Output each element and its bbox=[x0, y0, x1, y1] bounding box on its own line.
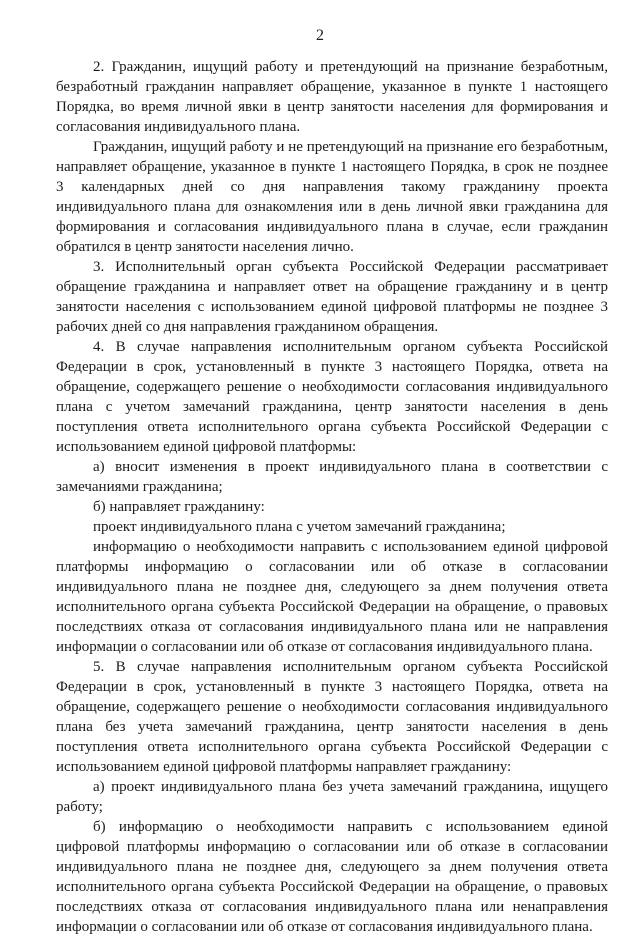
paragraph-4-item-b-info: информацию о необходимости направить с использованием единой цифровой платформы информацию о согласовании или об отказе в согласовании индивидуального плана не позднее дня, следующего за днем получения ответа исполнительного органа субъекта Российской Федерации на обращение, о правовых последствиях отказа от согласования индивидуального плана или не направления информации о согласовании или об отказе от согласования индивидуального плана. bbox=[56, 539, 608, 655]
paragraph-4-item-b: б) направляет гражданину: bbox=[93, 499, 265, 515]
paragraph-4: 4. В случае направления исполнительным органом субъекта Российской Федерации в срок, установленный в пункте 3 настоящего Порядка, ответа на обращение, содержащего решение о необходимости согласования индивидуального плана с учетом замечаний гражданина, центр занятости населения в день поступления ответа исполнительного органа субъекта Российской Федерации с использованием единой цифровой платформы: bbox=[56, 339, 608, 455]
paragraph-5-item-a: а) проект индивидуального плана без учета замечаний гражданина, ищущего работу; bbox=[56, 779, 608, 815]
page-number: 2 bbox=[316, 27, 324, 44]
paragraph-4-item-b-draft: проект индивидуального плана с учетом замечаний гражданина; bbox=[93, 519, 506, 535]
paragraph-2: 2. Гражданин, ищущий работу и претендующий на признание безработным, безработный гражданин направляет обращение, указанное в пункте 1 настоящего Порядка, во время личной явки в центр занятости населения для формирования и согласования индивидуального плана. bbox=[56, 59, 608, 135]
paragraph-3: 3. Исполнительный орган субъекта Российской Федерации рассматривает обращение гражданина и направляет ответ на обращение гражданину и в центр занятости населения с использованием единой цифровой платформы не позднее 3 рабочих дней со дня направления гражданином обращения. bbox=[56, 259, 608, 335]
paragraph-5: 5. В случае направления исполнительным органом субъекта Российской Федерации в срок, установленный в пункте 3 настоящего Порядка, ответа на обращение, содержащего решение о необходимости согласования индивидуального плана без учета замечаний гражданина, центр занятости населения в день поступления ответа исполнительного органа субъекта Российской Федерации с использованием единой цифровой платформы направляет гражданину: bbox=[56, 659, 608, 775]
document-body bbox=[56, 57, 608, 937]
paragraph-4-item-a: а) вносит изменения в проект индивидуального плана в соответствии с замечаниями гражданина; bbox=[56, 459, 608, 495]
paragraph-5-item-b: б) информацию о необходимости направить с использованием единой цифровой платформы информацию о согласовании или об отказе в согласовании индивидуального плана не позднее дня, следующего за днем получения ответа исполнительного органа субъекта Российской Федерации на обращение, о правовых последствиях отказа от согласования индивидуального плана или ненаправления информации о согласовании или об отказе от согласования индивидуального плана. bbox=[56, 819, 608, 935]
paragraph-2-continued: Гражданин, ищущий работу и не претендующий на признание его безработным, направляет обращение, указанное в пункте 1 настоящего Порядка, в срок не позднее 3 календарных дней со дня направления такому гражданину проекта индивидуального плана для ознакомления или в день личной явки гражданина для формирования и согласования индивидуального плана в случае, если гражданин обратился в центр занятости населения лично. bbox=[56, 139, 608, 255]
